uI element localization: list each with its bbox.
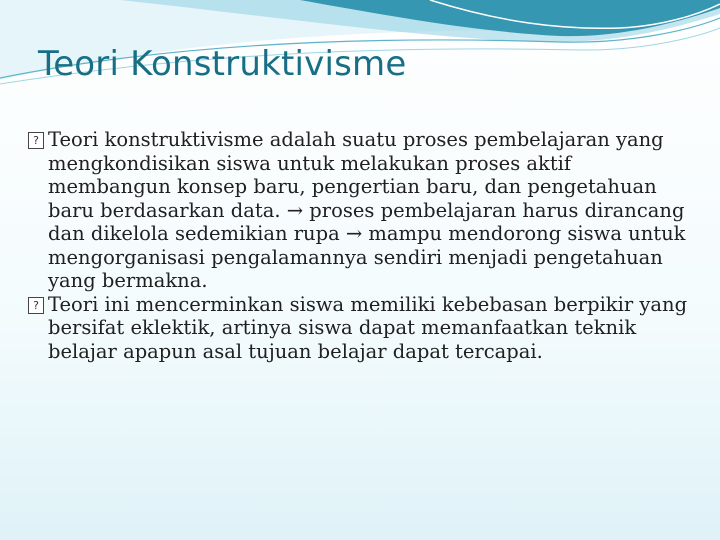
bullet-icon: ?	[28, 297, 44, 314]
paragraph-2-text: Teori ini mencerminkan siswa memiliki kebebasan berpikir yang bersifat eklektik, artinya siswa dapat memanfaatkan teknik belajar apapun asal tujuan belajar dapat tercapai.	[48, 292, 688, 363]
paragraph-1-text: Teori konstruktivisme adalah suatu proses pembelajaran yang mengkondisikan siswa untuk melakukan proses aktif membangun konsep baru, pengertian baru, dan pengetahuan baru berdasarkan data. → proses pembelajaran harus dirancang dan dikelola sedemikian rupa → mampu mendorong siswa untuk mengorganisasi pengalamannya sendiri menjadi pengetahuan yang bermakna.	[48, 128, 686, 292]
paragraph-2	[28, 293, 698, 364]
bullet-icon: ?	[28, 132, 44, 149]
paragraph-1	[28, 128, 698, 293]
slide-body	[28, 128, 698, 363]
slide-title: Teori Konstruktivisme	[38, 44, 407, 84]
